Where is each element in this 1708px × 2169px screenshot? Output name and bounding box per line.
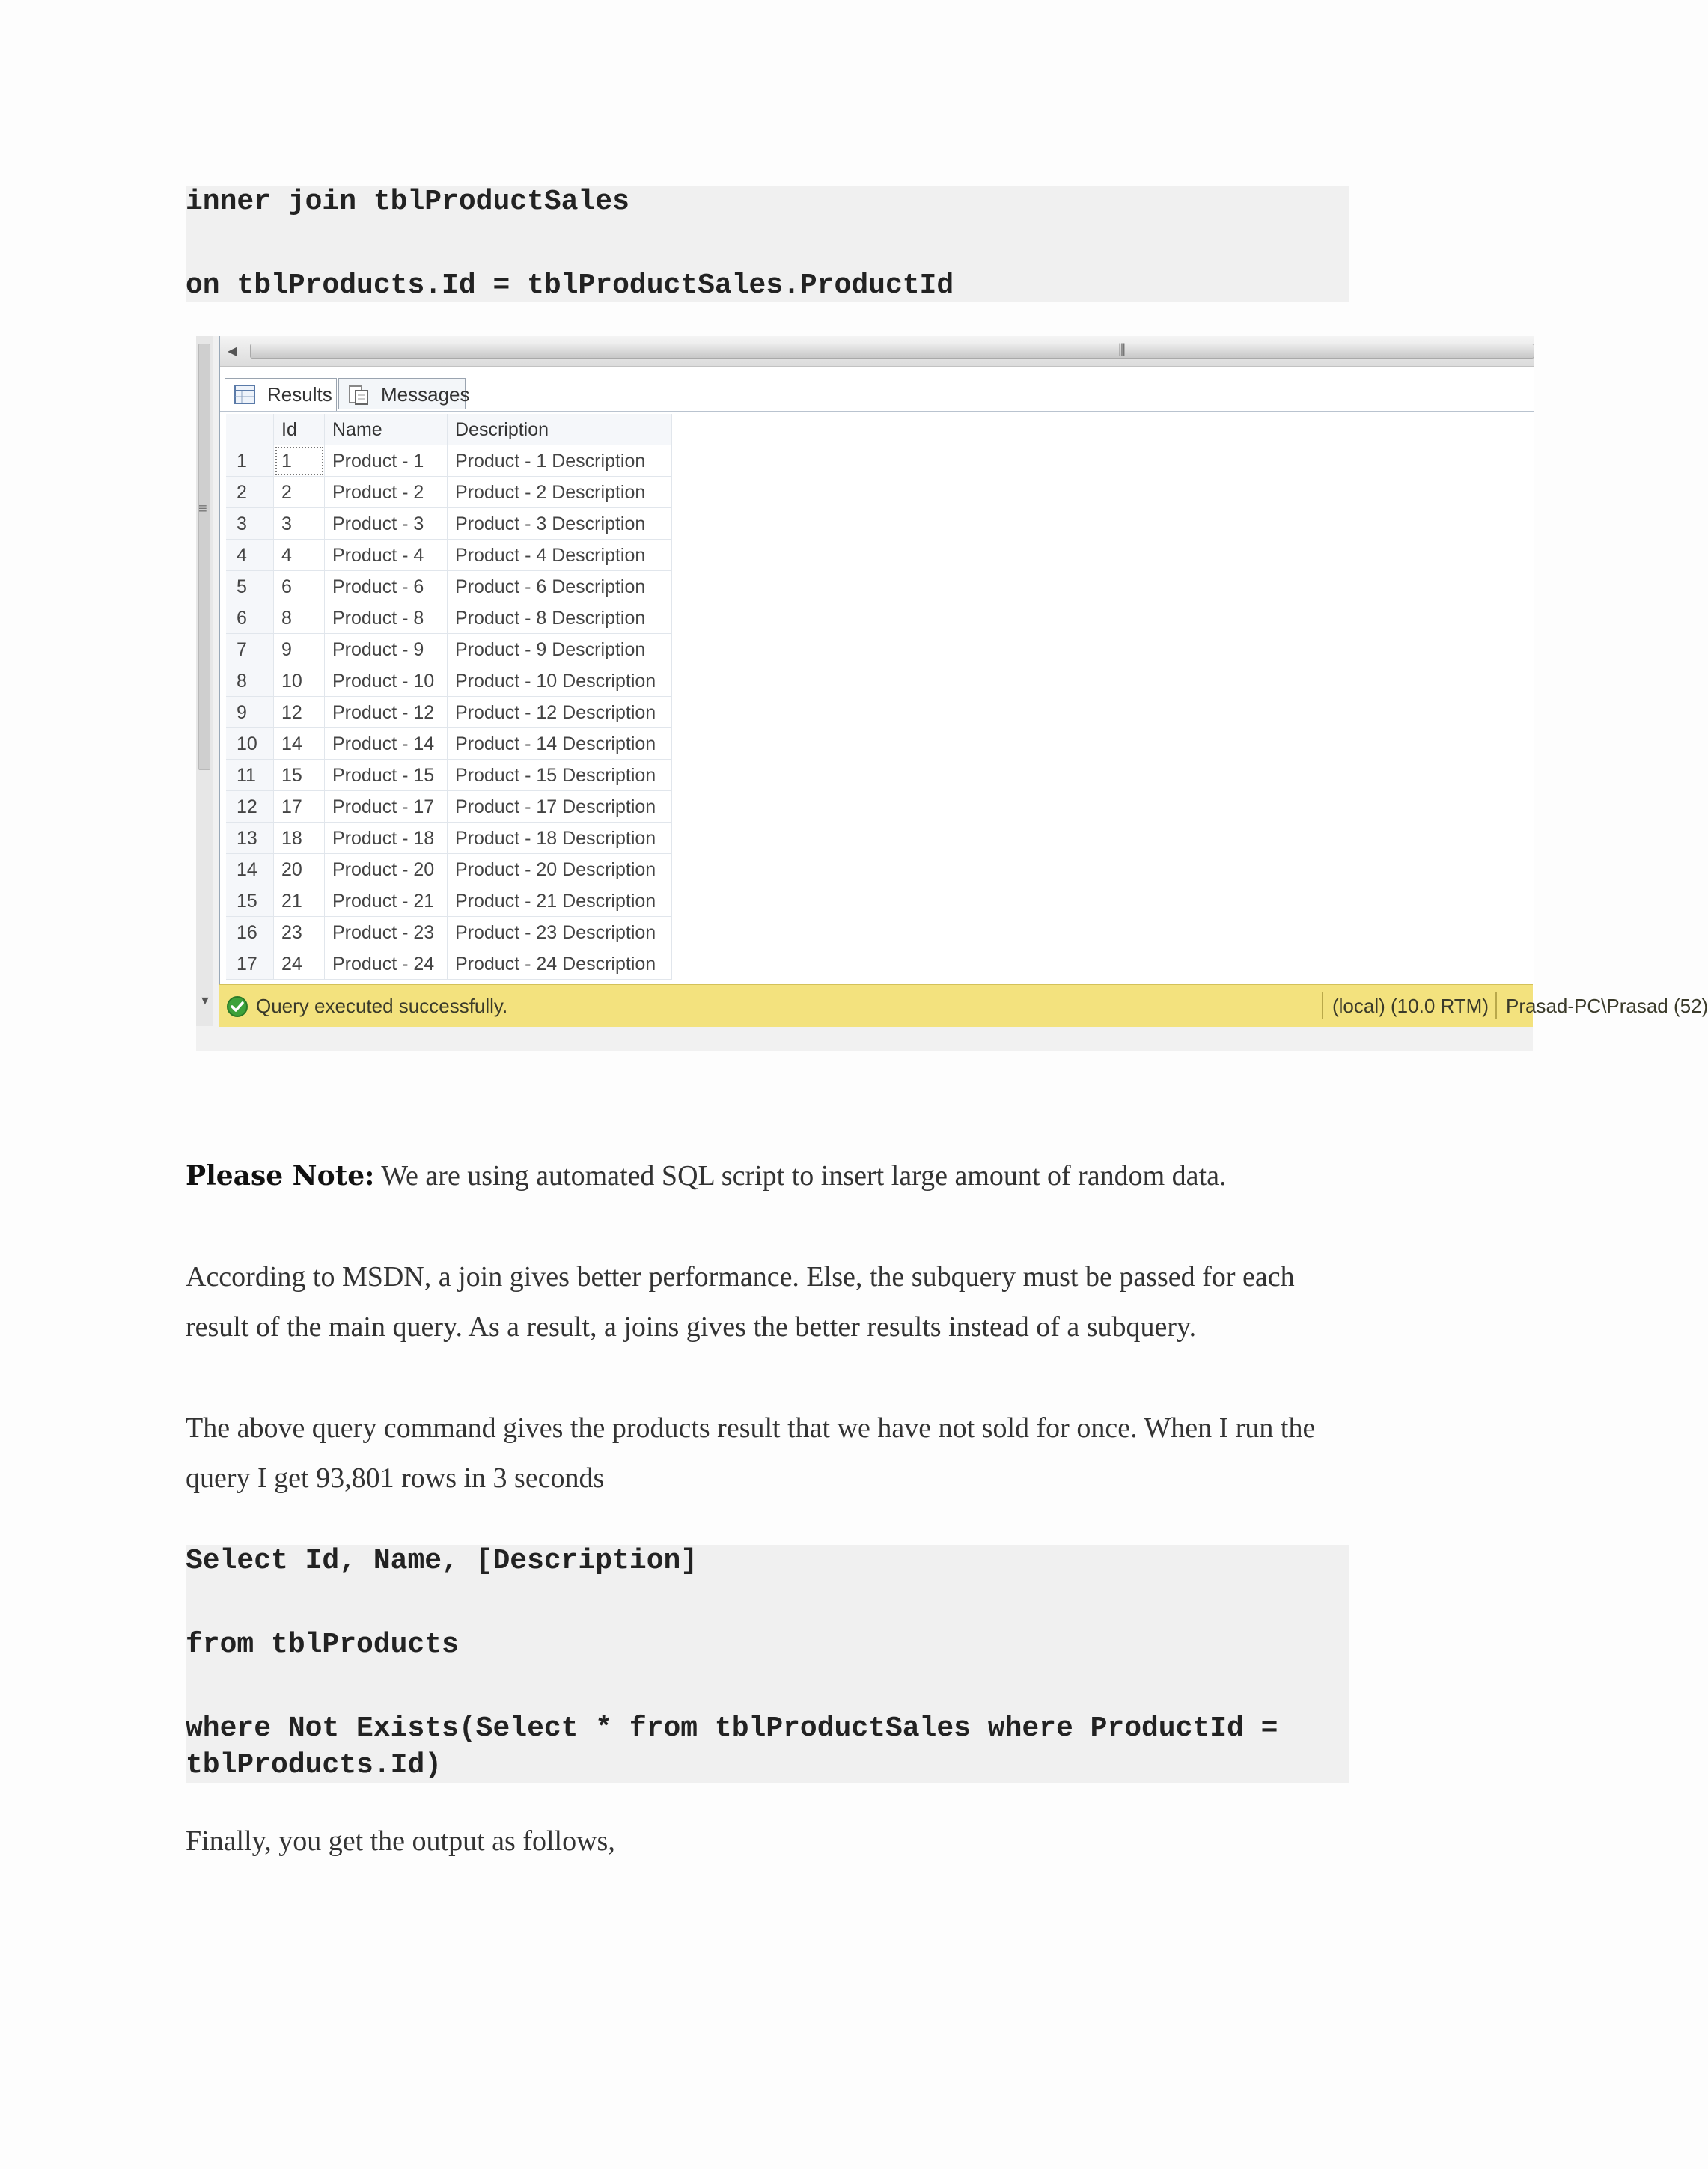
id-cell[interactable]: 24 <box>274 948 325 980</box>
id-cell[interactable]: 14 <box>274 728 325 760</box>
name-cell[interactable]: Product - 20 <box>325 854 448 885</box>
description-cell[interactable]: Product - 3 Description <box>448 508 672 540</box>
row-number-cell[interactable]: 11 <box>226 760 274 791</box>
horizontal-scrollbar[interactable] <box>220 336 1534 367</box>
row-number-cell[interactable]: 5 <box>226 571 274 602</box>
results-tabs <box>220 378 1534 412</box>
table-row[interactable] <box>226 885 672 917</box>
results-panel <box>219 336 1534 1026</box>
row-number-header <box>226 414 274 445</box>
id-cell[interactable]: 2 <box>274 477 325 508</box>
note-text: We are using automated SQL script to insert large amount of random data. <box>374 1160 1227 1192</box>
row-number-cell[interactable]: 16 <box>226 917 274 948</box>
row-number-cell[interactable]: 8 <box>226 665 274 697</box>
code-line: Select Id, Name, [Description] <box>186 1545 698 1577</box>
table-row[interactable] <box>226 634 672 665</box>
description-cell[interactable]: Product - 20 Description <box>448 854 672 885</box>
name-cell[interactable]: Product - 4 <box>325 540 448 571</box>
name-cell[interactable]: Product - 15 <box>325 760 448 791</box>
tab-results[interactable] <box>225 378 337 411</box>
name-cell[interactable]: Product - 24 <box>325 948 448 980</box>
scroll-grip-icon: ≡ <box>198 501 207 517</box>
table-row[interactable] <box>226 760 672 791</box>
scroll-grip-icon: ||| <box>1118 341 1125 356</box>
table-row[interactable] <box>226 602 672 634</box>
column-header-description[interactable]: Description <box>448 414 672 445</box>
table-row[interactable] <box>226 571 672 602</box>
table-row[interactable] <box>226 697 672 728</box>
status-user: Prasad-PC\Prasad (52) <box>1506 995 1708 1017</box>
code-line: on tblProducts.Id = tblProductSales.ProductId <box>186 269 954 302</box>
grid-header-row <box>226 414 672 445</box>
table-row[interactable] <box>226 791 672 823</box>
id-cell[interactable]: 12 <box>274 697 325 728</box>
status-message: Query executed successfully. <box>256 995 508 1017</box>
description-cell[interactable]: Product - 14 Description <box>448 728 672 760</box>
table-row[interactable] <box>226 477 672 508</box>
id-cell[interactable]: 4 <box>274 540 325 571</box>
description-cell[interactable]: Product - 9 Description <box>448 634 672 665</box>
name-cell[interactable]: Product - 12 <box>325 697 448 728</box>
row-number-cell[interactable]: 10 <box>226 728 274 760</box>
name-cell[interactable]: Product - 18 <box>325 823 448 854</box>
status-bar <box>219 984 1708 1027</box>
scrollbar-thumb[interactable] <box>198 344 210 770</box>
table-row[interactable] <box>226 917 672 948</box>
tab-results-label: Results <box>267 383 332 406</box>
row-number-cell[interactable]: 7 <box>226 634 274 665</box>
row-number-cell[interactable]: 15 <box>226 885 274 917</box>
row-number-cell[interactable]: 12 <box>226 791 274 823</box>
table-row[interactable] <box>226 823 672 854</box>
description-cell[interactable]: Product - 6 Description <box>448 571 672 602</box>
table-row[interactable] <box>226 854 672 885</box>
id-cell[interactable]: 18 <box>274 823 325 854</box>
row-number-cell[interactable]: 2 <box>226 477 274 508</box>
description-cell[interactable]: Product - 8 Description <box>448 602 672 634</box>
id-cell[interactable]: 10 <box>274 665 325 697</box>
id-cell[interactable]: 9 <box>274 634 325 665</box>
description-cell[interactable]: Product - 12 Description <box>448 697 672 728</box>
scrollbar-thumb[interactable] <box>250 344 1534 359</box>
finally-paragraph: Finally, you get the output as follows, <box>186 1825 615 1857</box>
name-cell[interactable]: Product - 14 <box>325 728 448 760</box>
code-block-top <box>186 186 1349 302</box>
row-number-cell[interactable]: 17 <box>226 948 274 980</box>
code-line: inner join tblProductSales <box>186 186 629 218</box>
name-cell[interactable]: Product - 9 <box>325 634 448 665</box>
tab-messages-label: Messages <box>381 383 470 406</box>
row-number-cell[interactable]: 9 <box>226 697 274 728</box>
id-cell[interactable]: 8 <box>274 602 325 634</box>
id-cell[interactable]: 1 <box>274 445 325 477</box>
table-row[interactable] <box>226 445 672 477</box>
status-separator <box>1322 992 1323 1019</box>
row-number-cell[interactable]: 14 <box>226 854 274 885</box>
table-row[interactable] <box>226 728 672 760</box>
query-results-screenshot <box>196 336 1708 1051</box>
name-cell[interactable]: Product - 2 <box>325 477 448 508</box>
description-cell[interactable]: Product - 2 Description <box>448 477 672 508</box>
msdn-paragraph: According to MSDN, a join gives better performance. Else, the subquery must be passed for each result of the main query. As a result, a joins gives the better results instead of a subquery. <box>186 1261 1295 1343</box>
document-icon <box>348 385 370 406</box>
note-label: Please Note: <box>186 1160 375 1192</box>
column-header-id[interactable]: Id <box>274 414 325 445</box>
table-row[interactable] <box>226 948 672 980</box>
column-header-name[interactable]: Name <box>325 414 448 445</box>
name-cell[interactable]: Product - 21 <box>325 885 448 917</box>
code-line: where Not Exists(Select * from tblProductSales where ProductId = <box>186 1712 1278 1745</box>
row-number-cell[interactable]: 1 <box>226 445 274 477</box>
id-cell[interactable]: 21 <box>274 885 325 917</box>
grid-icon <box>234 385 255 404</box>
scroll-left-arrow-icon[interactable]: ◀ <box>228 345 237 358</box>
id-cell[interactable]: 15 <box>274 760 325 791</box>
table-row[interactable] <box>226 508 672 540</box>
name-cell[interactable]: Product - 23 <box>325 917 448 948</box>
name-cell[interactable]: Product - 1 <box>325 445 448 477</box>
above-query-paragraph: The above query command gives the products result that we have not sold for once. When I run the query I get 93,801 rows in 3 seconds <box>186 1412 1316 1494</box>
name-cell[interactable]: Product - 17 <box>325 791 448 823</box>
name-cell[interactable]: Product - 8 <box>325 602 448 634</box>
status-server: (local) (10.0 RTM) <box>1332 995 1489 1017</box>
row-number-cell[interactable]: 13 <box>226 823 274 854</box>
note-paragraph <box>186 1151 1353 1201</box>
name-cell[interactable]: Product - 10 <box>325 665 448 697</box>
id-cell[interactable]: 6 <box>274 571 325 602</box>
description-cell[interactable]: Product - 1 Description <box>448 445 672 477</box>
description-cell[interactable]: Product - 10 Description <box>448 665 672 697</box>
id-cell[interactable]: 20 <box>274 854 325 885</box>
code-block-bottom <box>186 1545 1349 1783</box>
description-cell[interactable]: Product - 15 Description <box>448 760 672 791</box>
name-cell[interactable]: Product - 3 <box>325 508 448 540</box>
id-cell[interactable]: 17 <box>274 791 325 823</box>
row-number-cell[interactable]: 6 <box>226 602 274 634</box>
id-cell[interactable]: 3 <box>274 508 325 540</box>
check-circle-icon <box>226 995 248 1018</box>
table-row[interactable] <box>226 540 672 571</box>
vertical-scrollbar[interactable] <box>196 336 213 1026</box>
name-cell[interactable]: Product - 6 <box>325 571 448 602</box>
row-number-cell[interactable]: 3 <box>226 508 274 540</box>
scroll-down-arrow-icon[interactable]: ▼ <box>199 995 211 1007</box>
code-line: tblProducts.Id) <box>186 1749 442 1781</box>
tab-messages[interactable] <box>338 378 470 409</box>
description-cell[interactable]: Product - 17 Description <box>448 791 672 823</box>
status-separator <box>1495 992 1497 1019</box>
description-cell[interactable]: Product - 21 Description <box>448 885 672 917</box>
description-cell[interactable]: Product - 24 Description <box>448 948 672 980</box>
code-line: from tblProducts <box>186 1629 459 1661</box>
table-row[interactable] <box>226 665 672 697</box>
description-cell[interactable]: Product - 23 Description <box>448 917 672 948</box>
id-cell[interactable]: 23 <box>274 917 325 948</box>
row-number-cell[interactable]: 4 <box>226 540 274 571</box>
description-cell[interactable]: Product - 18 Description <box>448 823 672 854</box>
description-cell[interactable]: Product - 4 Description <box>448 540 672 571</box>
